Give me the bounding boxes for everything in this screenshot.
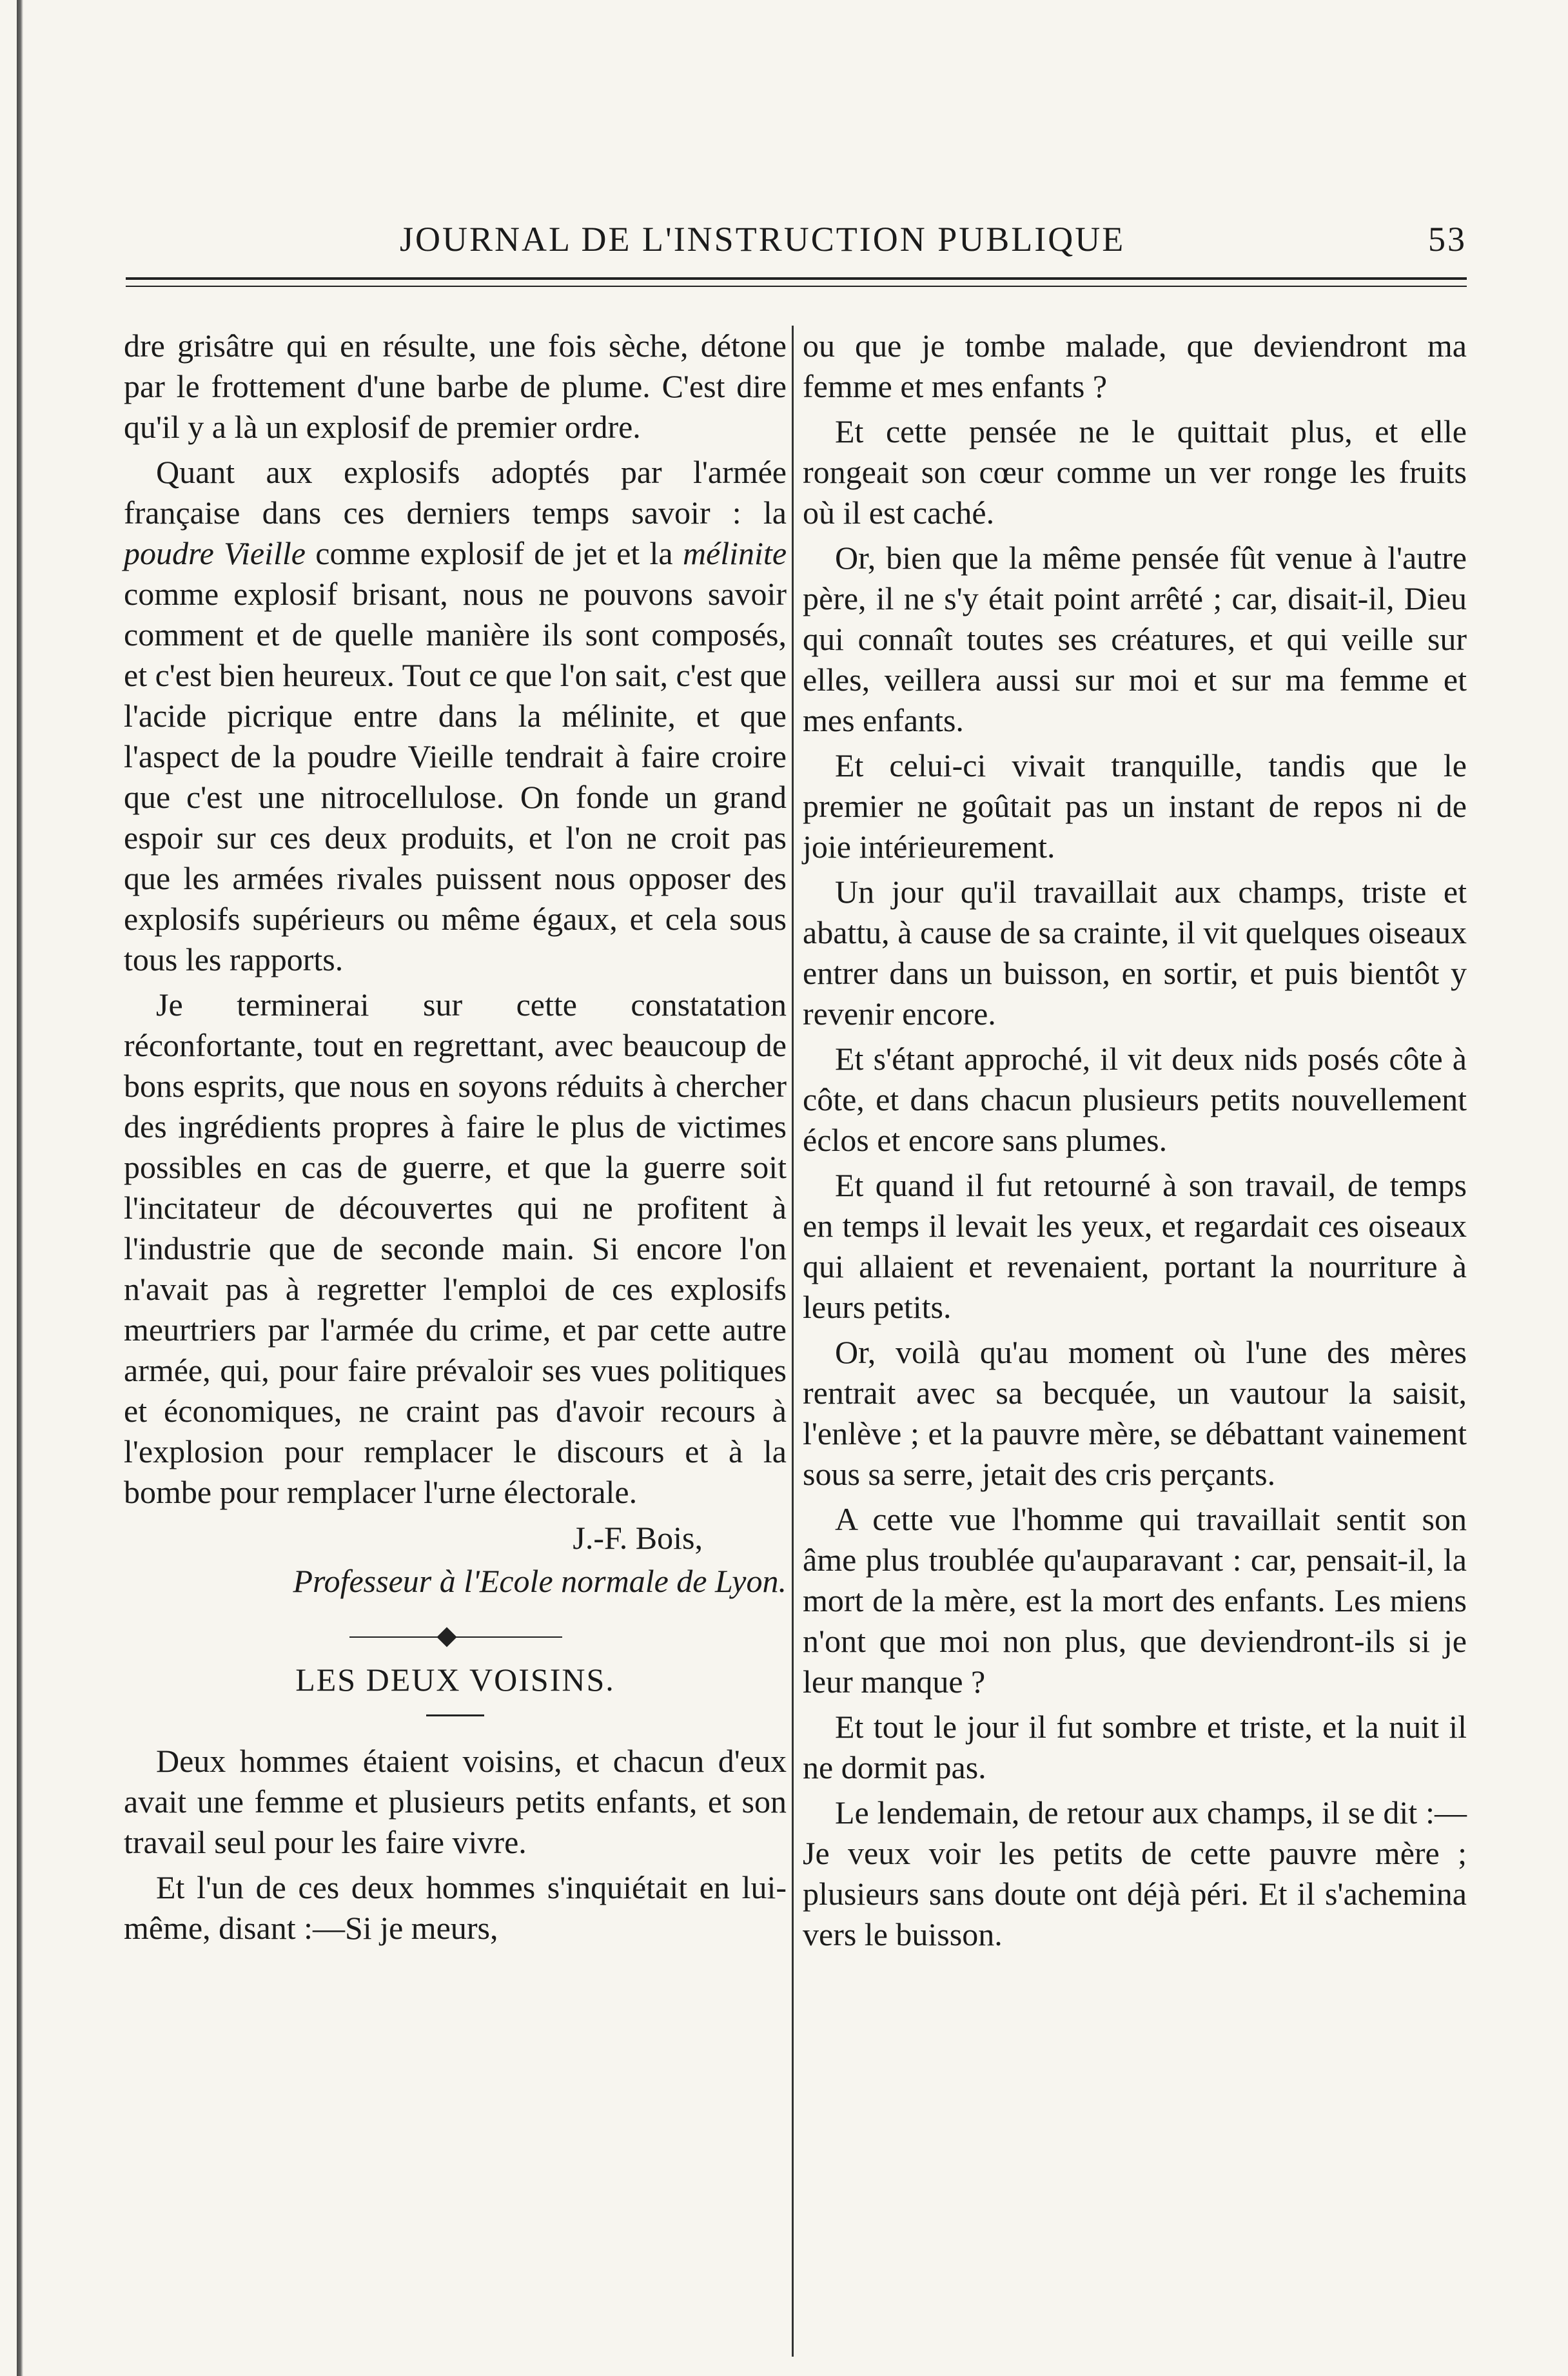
page-number: 53	[1428, 220, 1467, 259]
header-rule-thick	[126, 277, 1467, 280]
paragraph: Or, voilà qu'au moment où l'une des mères rentrait avec sa becquée, un vautour la saisit, l'enlève ; et la pauvre mère, se débattant vainement sous sa serre, jetait des cris perçants.	[803, 1334, 1467, 1492]
paragraph: Et s'étant approché, il vit deux nids posés côte à côte, et dans chacun plusieurs petits nouvellement éclos et encore sans plumes.	[803, 1041, 1467, 1158]
binding-edge	[17, 0, 23, 2376]
left-column	[124, 326, 787, 1953]
section-title: LES DEUX VOISINS.	[295, 1662, 615, 1698]
paragraph: Le lendemain, de retour aux champs, il se dit :—Je veux voir les petits de cette pauvre mère ; plusieurs sans doute ont déjà péri. Et il s'achemina vers le buisson.	[803, 1794, 1467, 1952]
paragraph: Et tout le jour il fut sombre et triste, et la nuit il ne dormit pas.	[803, 1709, 1467, 1785]
ornament-diamond-icon	[436, 1627, 456, 1647]
right-column	[803, 326, 1467, 1959]
italic-term: mélinite	[682, 535, 787, 571]
column-divider	[792, 326, 794, 2357]
paragraph: dre grisâtre qui en résulte, une fois sèche, détone par le frottement d'une barbe de plume. C'est dire qu'il y a là un explosif de premier ordre.	[124, 328, 787, 445]
header-rule-thin	[126, 286, 1467, 287]
author-title: Professeur à l'Ecole normale de Lyon.	[293, 1563, 787, 1599]
paragraph: Un jour qu'il travaillait aux champs, triste et abattu, à cause de sa crainte, il vit quelques oiseaux entrer dans un buisson, en sortir, et puis bientôt y revenir encore.	[803, 874, 1467, 1032]
paragraph: Et celui-ci vivait tranquille, tandis que le premier ne goûtait pas un instant de repos ni de joie intérieurement.	[803, 747, 1467, 865]
section-ornament	[124, 1627, 787, 1647]
running-header	[126, 219, 1467, 271]
paragraph: ou que je tombe malade, que deviendront ma femme et mes enfants ?	[803, 328, 1467, 404]
text-run: comme explosif brisant, nous ne pouvons savoir comment et de quelle manière ils sont composés, et c'est bien heureux. Tout ce que l'on sait, c'est que l'acide picrique entre dans la mélinite, et que l'aspect de la poudre Vieille tendrait à faire croire que c'est une nitrocellulose. On fonde un grand espoir sur ces deux produits, et l'on ne croit pas que les armées rivales puissent nous opposer des explosifs supérieurs ou même égaux, et cela sous tous les rapports.	[124, 576, 787, 977]
text-run: comme explosif de jet et la	[305, 535, 683, 571]
title-rule	[426, 1714, 484, 1716]
paragraph: Et l'un de ces deux hommes s'inquiétait en lui-même, disant :—Si je meurs,	[124, 1869, 787, 1946]
paragraph: Deux hommes étaient voisins, et chacun d'eux avait une femme et plusieurs petits enfants, et son travail seul pour les faire vivre.	[124, 1743, 787, 1860]
paragraph: Et quand il fut retourné à son travail, de temps en temps il levait les yeux, et regardait ces oiseaux qui allaient et revenaient, portant la nourriture à leurs petits.	[803, 1167, 1467, 1325]
italic-term: poudre Vieille	[124, 535, 306, 571]
paragraph: Je terminerai sur cette constatation réconfortante, tout en regrettant, avec beaucoup de bons esprits, que nous en soyons réduits à chercher des ingrédients propres à faire le plus de victimes possibles en cas de guerre, et que la guerre soit l'incitateur de découvertes qui ne profitent à l'industrie que de seconde main. Si encore l'on n'avait pas à regretter l'emploi de ces explosifs meurtriers par l'armée du crime, et par cette autre armée, qui, pour faire prévaloir ses vues politiques et économiques, ne craint pas d'avoir recours à l'explosion pour remplacer le discours et à la bombe pour remplacer l'urne électorale.	[124, 987, 787, 1510]
journal-title: JOURNAL DE L'INSTRUCTION PUBLIQUE	[400, 220, 1126, 259]
text-run: Quant aux explosifs adoptés par l'armée française dans ces derniers temps savoir : la	[124, 454, 787, 531]
paragraph: Et cette pensée ne le quittait plus, et elle rongeait son cœur comme un ver ronge les fruits où il est caché.	[803, 413, 1467, 531]
author-name: J.-F. Bois,	[573, 1520, 703, 1556]
paragraph	[124, 452, 787, 980]
paragraph: Or, bien que la même pensée fût venue à l'autre père, il ne s'y était point arrêté ; car, disait-il, Dieu qui connaît toutes ses créatures, et qui veille sur elles, veillera aussi sur moi et sur ma femme et mes enfants.	[803, 540, 1467, 738]
paragraph: A cette vue l'homme qui travaillait sentit son âme plus troublée qu'auparavant : car, pensait-il, la mort de la mère, est la mort des enfants. Les miens n'ont que moi non plus, que deviendront-ils si je leur manque ?	[803, 1501, 1467, 1700]
